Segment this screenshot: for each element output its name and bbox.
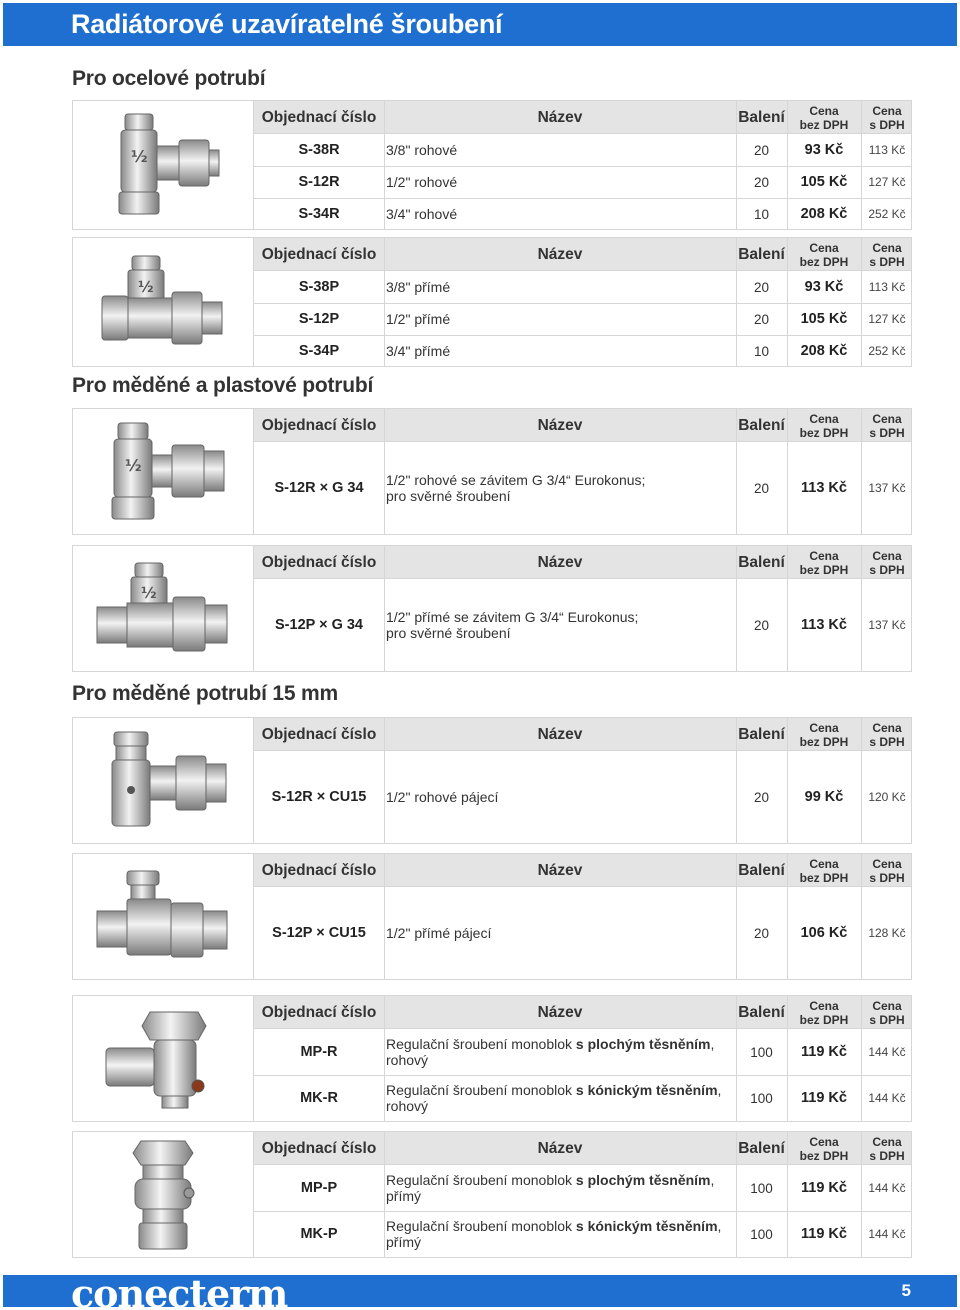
header-code: Objednací číslo (261, 416, 377, 434)
header-qty: Balení (738, 245, 785, 263)
header-qty: Balení (738, 108, 785, 126)
table-row (254, 303, 911, 335)
row-qty: 100 (750, 1226, 773, 1242)
header-price-vat: Cena s DPH (869, 548, 905, 577)
row-name: 1/2" přímé (386, 311, 451, 327)
row-qty: 20 (753, 142, 770, 158)
row-qty: 20 (753, 925, 770, 941)
row-qty: 10 (753, 206, 770, 222)
page-title: Radiátorové uzavíratelné šroubení (71, 9, 503, 39)
table-row (254, 579, 911, 671)
header-code: Objednací číslo (261, 1003, 377, 1021)
header-name: Název (537, 108, 583, 126)
product-table (254, 718, 911, 843)
row-qty: 20 (753, 279, 770, 295)
header-name: Název (537, 245, 583, 263)
row-code: S-12R (298, 174, 340, 190)
row-price: 105 Kč (800, 174, 848, 190)
row-code: S-12P (298, 311, 340, 327)
header-price: Cena bez DPH (799, 548, 849, 577)
row-code: MK-P (300, 1226, 338, 1242)
product-table (254, 546, 911, 671)
row-price: 93 Kč (804, 279, 844, 295)
monoblock-straight-photo (73, 1132, 254, 1257)
row-price: 208 Kč (800, 206, 848, 222)
row-name: 3/8" rohové (386, 142, 458, 158)
angle-valve-photo (73, 101, 254, 229)
row-name: 1/2" přímé se závitem G 3/4“ Eurokonus; pro svěrné šroubení (386, 609, 639, 641)
row-name: 1/2" rohové se závitem G 3/4“ Eurokonus; pro svěrné šroubení (386, 472, 646, 504)
row-price-vat: 113 Kč (868, 143, 906, 157)
product-table (254, 101, 911, 229)
row-name: 3/4" rohové (386, 206, 458, 222)
product-block-straight-eurokonus (72, 545, 912, 672)
row-price: 99 Kč (804, 789, 844, 805)
row-code: S-12R × CU15 (271, 789, 367, 805)
row-qty: 20 (753, 480, 770, 496)
row-code: S-34P (298, 343, 340, 359)
row-name: 3/4" přímé (386, 343, 451, 359)
product-table (254, 238, 911, 366)
page-number: 5 (901, 1281, 911, 1300)
row-price-vat: 252 Kč (868, 344, 906, 358)
straight-valve-photo (73, 546, 254, 671)
header-code: Objednací číslo (261, 861, 377, 879)
table-row (254, 1075, 911, 1121)
product-block-straight-solder (72, 853, 912, 980)
header-code: Objednací číslo (261, 108, 377, 126)
row-qty: 20 (753, 789, 770, 805)
section-heading-copper-plastic: Pro měděné a plastové potrubí (72, 374, 374, 397)
row-price: 93 Kč (804, 142, 844, 158)
row-name: Regulační šroubení monoblok s plochým těsněním, přímý (386, 1172, 715, 1204)
brand-logo: conecterm (71, 1271, 288, 1310)
header-qty: Balení (738, 416, 785, 434)
straight-valve-icon (98, 252, 228, 352)
row-code: MP-P (300, 1180, 338, 1196)
table-row (254, 166, 911, 198)
product-block-straight-steel (72, 237, 912, 367)
product-block-angle-solder (72, 717, 912, 844)
product-block-monoblock-straight (72, 1131, 912, 1258)
title-bar (3, 3, 957, 46)
row-code: MK-R (300, 1090, 338, 1106)
header-price: Cena bez DPH (799, 1134, 849, 1163)
row-name: 1/2" rohové (386, 174, 458, 190)
table-row (254, 751, 911, 843)
svg-text:½: ½ (141, 583, 157, 602)
header-qty: Balení (738, 1139, 785, 1157)
header-price-vat: Cena s DPH (869, 103, 905, 132)
row-price-vat: 144 Kč (868, 1181, 906, 1195)
svg-text:½: ½ (131, 147, 148, 166)
row-price: 119 Kč (801, 1044, 847, 1060)
row-price-vat: 252 Kč (868, 207, 906, 221)
row-code: S-12P × CU15 (272, 925, 366, 941)
row-code: MP-R (300, 1044, 338, 1060)
straight-valve-icon (93, 867, 233, 967)
row-code: S-34R (298, 206, 340, 222)
table-header (254, 718, 911, 751)
table-header (254, 409, 911, 442)
row-price-vat: 113 Kč (868, 280, 906, 294)
row-price-vat: 144 Kč (868, 1227, 906, 1241)
header-qty: Balení (738, 861, 785, 879)
table-row (254, 1029, 911, 1075)
angle-valve-photo (73, 718, 254, 843)
svg-text:½: ½ (125, 456, 142, 475)
header-code: Objednací číslo (261, 553, 377, 571)
row-qty: 100 (750, 1044, 773, 1060)
header-qty: Balení (738, 553, 785, 571)
header-code: Objednací číslo (261, 725, 377, 743)
table-header (254, 238, 911, 271)
row-name: Regulační šroubení monoblok s plochým těsněním, rohový (386, 1036, 715, 1068)
angle-valve-photo (73, 409, 254, 534)
row-qty: 20 (753, 311, 770, 327)
angle-valve-icon (96, 728, 231, 833)
row-qty: 20 (753, 174, 770, 190)
table-row (254, 271, 911, 303)
monoblock-angle-photo (73, 996, 254, 1121)
straight-valve-photo (73, 854, 254, 979)
table-row (254, 198, 911, 230)
monoblock-straight-icon (113, 1135, 213, 1255)
row-price: 113 Kč (801, 617, 847, 633)
header-price: Cena bez DPH (799, 240, 849, 269)
header-code: Objednací číslo (261, 1139, 377, 1157)
product-table (254, 1132, 911, 1257)
row-price: 119 Kč (801, 1090, 847, 1106)
row-price: 113 Kč (801, 480, 847, 496)
row-price-vat: 120 Kč (868, 790, 906, 804)
header-name: Název (537, 1003, 583, 1021)
straight-valve-icon (93, 559, 233, 659)
row-price: 105 Kč (800, 311, 848, 327)
row-price-vat: 144 Kč (868, 1045, 906, 1059)
table-row (254, 442, 911, 534)
row-price-vat: 128 Kč (868, 926, 906, 940)
header-qty: Balení (738, 1003, 785, 1021)
header-name: Název (537, 725, 583, 743)
section-heading-copper15: Pro měděné potrubí 15 mm (72, 682, 338, 705)
row-qty: 100 (750, 1090, 773, 1106)
section-heading-steel: Pro ocelové potrubí (72, 67, 266, 90)
row-name: 1/2" přímé pájecí (386, 925, 492, 941)
header-price-vat: Cena s DPH (869, 411, 905, 440)
row-price-vat: 127 Kč (868, 175, 906, 189)
svg-text:½: ½ (138, 278, 154, 296)
row-qty: 10 (753, 343, 770, 359)
product-table (254, 409, 911, 534)
row-price-vat: 144 Kč (868, 1091, 906, 1105)
product-block-angle-steel (72, 100, 912, 230)
header-qty: Balení (738, 725, 785, 743)
table-header (254, 996, 911, 1029)
header-name: Název (537, 1139, 583, 1157)
row-price: 119 Kč (801, 1226, 847, 1242)
row-name: 1/2" rohové pájecí (386, 789, 499, 805)
row-price-vat: 137 Kč (868, 481, 906, 495)
angle-valve-icon (103, 110, 223, 220)
row-name: 3/8" přímé (386, 279, 451, 295)
table-header (254, 854, 911, 887)
product-table (254, 854, 911, 979)
row-qty: 100 (750, 1180, 773, 1196)
row-code: S-38R (298, 142, 340, 158)
header-price-vat: Cena s DPH (869, 1134, 905, 1163)
header-price: Cena bez DPH (799, 998, 849, 1027)
angle-valve-icon (98, 419, 228, 524)
monoblock-angle-icon (98, 1004, 228, 1114)
table-header (254, 101, 911, 134)
header-price: Cena bez DPH (799, 411, 849, 440)
header-price-vat: Cena s DPH (869, 998, 905, 1027)
straight-valve-photo (73, 238, 254, 366)
table-row (254, 1165, 911, 1211)
row-price: 208 Kč (800, 343, 848, 359)
row-code: S-12R × G 34 (274, 480, 364, 496)
row-price-vat: 137 Kč (868, 618, 906, 632)
header-name: Název (537, 553, 583, 571)
header-price: Cena bez DPH (799, 720, 849, 749)
row-price-vat: 127 Kč (868, 312, 906, 326)
header-name: Název (537, 416, 583, 434)
table-row (254, 1211, 911, 1257)
table-row (254, 134, 911, 166)
header-price: Cena bez DPH (799, 856, 849, 885)
table-header (254, 1132, 911, 1165)
header-price: Cena bez DPH (799, 103, 849, 132)
table-row (254, 335, 911, 367)
row-price: 106 Kč (800, 925, 848, 941)
table-row (254, 887, 911, 979)
footer-bar (3, 1271, 957, 1310)
row-qty: 20 (753, 617, 770, 633)
header-name: Název (537, 861, 583, 879)
row-code: S-38P (298, 279, 340, 295)
product-block-angle-eurokonus (72, 408, 912, 535)
row-name: Regulační šroubení monoblok s kónickým těsněním, rohový (386, 1082, 722, 1114)
table-header (254, 546, 911, 579)
header-price-vat: Cena s DPH (869, 240, 905, 269)
product-table (254, 996, 911, 1121)
header-code: Objednací číslo (261, 245, 377, 263)
row-name: Regulační šroubení monoblok s kónickým těsněním, přímý (386, 1218, 722, 1250)
header-price-vat: Cena s DPH (869, 856, 905, 885)
row-code: S-12P × G 34 (275, 617, 363, 633)
header-price-vat: Cena s DPH (869, 720, 905, 749)
row-price: 119 Kč (801, 1180, 847, 1196)
product-block-monoblock-angle (72, 995, 912, 1122)
